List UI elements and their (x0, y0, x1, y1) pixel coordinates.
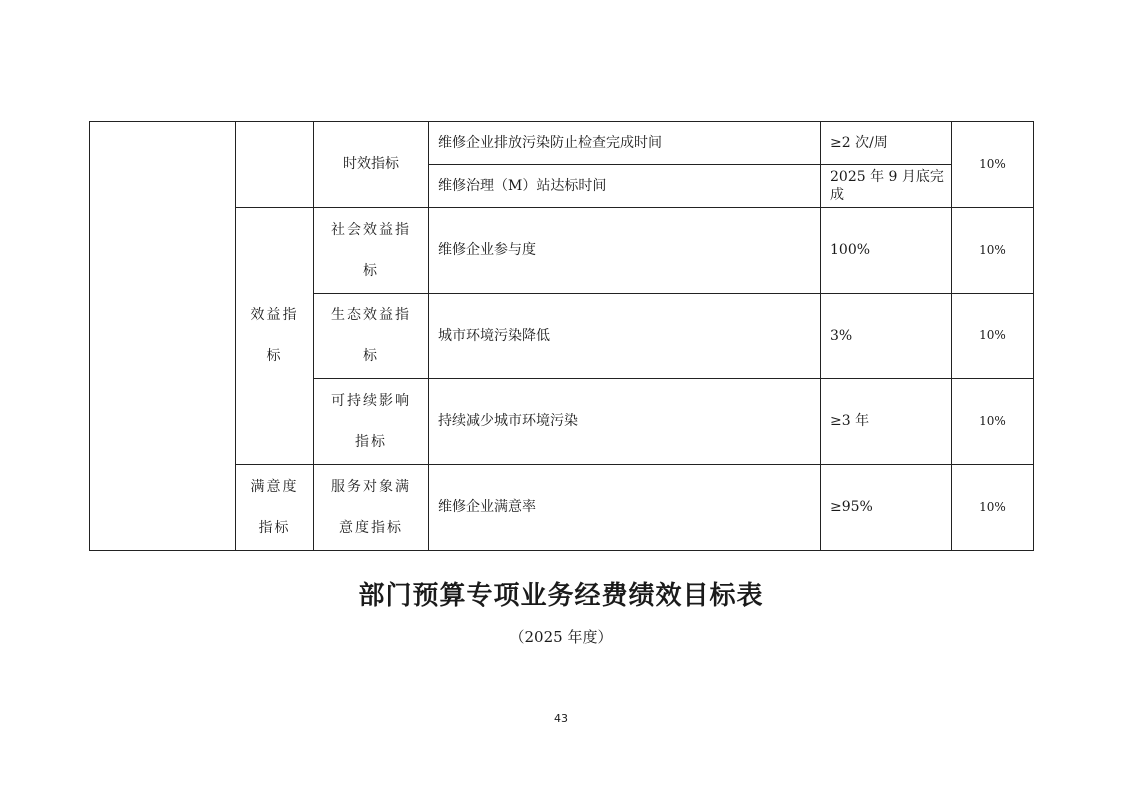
subcategory-line2: 标 (363, 348, 379, 364)
weight-cell (952, 122, 1034, 208)
subcategory-line2: 意度指标 (339, 519, 403, 536)
value-cell (821, 208, 952, 294)
weight-text: 10% (979, 156, 1006, 171)
benefit-category-line1: 效益指 (250, 307, 299, 324)
indicator-text: 维修企业参与度 (438, 242, 536, 259)
subcategory-cell (314, 465, 429, 551)
weight-text: 10% (979, 328, 1006, 343)
subcategory-line1: 社会效益指 (331, 221, 411, 238)
value-cell (821, 165, 952, 208)
satisfaction-category-line2: 指标 (258, 519, 291, 536)
subcategory-line2: 标 (363, 262, 379, 279)
satisfaction-category-cell (236, 465, 314, 551)
weight-cell (952, 208, 1034, 294)
table-row (90, 122, 1034, 165)
document-subtitle: （2025 年度） (509, 628, 613, 646)
subcategory-line1: 服务对象满 (331, 478, 411, 495)
benefit-category-line2: 标 (266, 348, 283, 364)
weight-cell (952, 379, 1034, 465)
value-text-line1: 2025 年 9 月底完 (830, 168, 944, 185)
blank-first-column-cell (90, 122, 236, 551)
weight-text: 10% (979, 413, 1006, 428)
indicator-text: 维修企业满意率 (438, 499, 536, 516)
timeliness-category-label: 时效指标 (343, 156, 399, 173)
indicator-cell (429, 122, 821, 165)
indicator-cell (429, 208, 821, 294)
performance-table-container (89, 121, 1034, 551)
subcategory-line2: 指标 (355, 433, 387, 450)
document-title: 部门预算专项业务经费绩效目标表 (358, 581, 764, 611)
performance-table (89, 121, 1034, 551)
value-text: 3% (830, 327, 853, 344)
indicator-text: 城市环境污染降低 (438, 327, 550, 344)
value-cell (821, 294, 952, 379)
value-text: ≥2 次/周 (830, 134, 888, 151)
subcategory-cell (314, 208, 429, 294)
indicator-cell (429, 165, 821, 208)
indicator-text: 维修企业排放污染防止检查完成时间 (438, 134, 662, 151)
subcategory-cell (314, 294, 429, 379)
blank-level1-cell (236, 122, 314, 208)
timeliness-category-cell (314, 122, 429, 208)
page-number: 43 (554, 712, 568, 725)
indicator-text: 持续减少城市环境污染 (438, 413, 578, 430)
indicator-cell (429, 379, 821, 465)
subcategory-cell (314, 379, 429, 465)
weight-cell (952, 465, 1034, 551)
indicator-cell (429, 294, 821, 379)
weight-cell (952, 294, 1034, 379)
subcategory-line1: 可持续影响 (331, 392, 411, 409)
weight-text: 10% (979, 499, 1006, 514)
value-cell (821, 379, 952, 465)
indicator-cell (429, 465, 821, 551)
value-cell (821, 122, 952, 165)
satisfaction-category-line1: 满意度 (250, 478, 299, 495)
value-text: ≥3 年 (830, 413, 870, 430)
subcategory-line1: 生态效益指 (331, 307, 411, 324)
value-text-line2: 成 (830, 187, 844, 203)
value-text: ≥95% (830, 499, 873, 516)
benefit-category-cell (236, 208, 314, 465)
value-cell (821, 465, 952, 551)
indicator-text: 维修治理（M）站达标时间 (438, 177, 607, 194)
weight-text: 10% (979, 242, 1006, 257)
value-text: 100% (830, 242, 871, 259)
